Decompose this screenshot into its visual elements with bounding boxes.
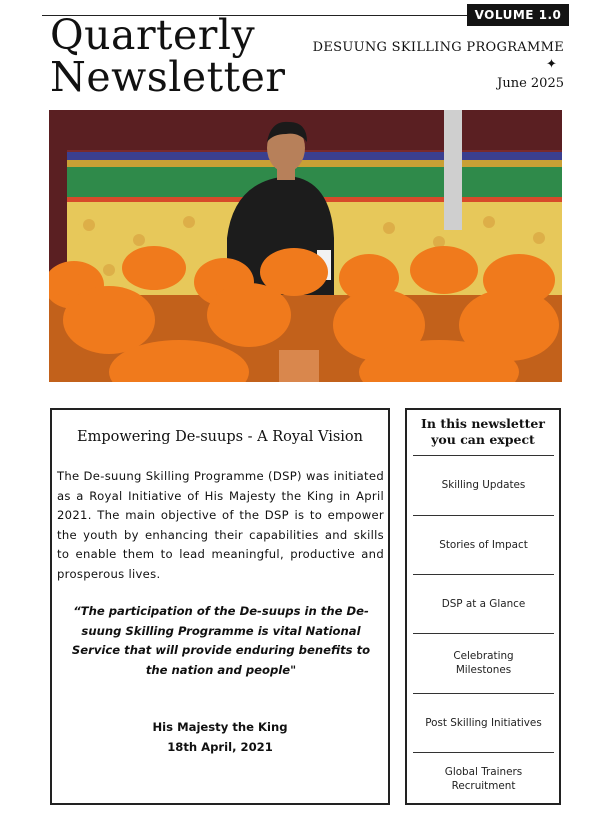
contents-item-stories-of-impact[interactable]: Stories of Impact: [439, 539, 528, 551]
newsletter-contents: [405, 408, 561, 805]
contents-heading-line-2: you can expect: [431, 432, 535, 447]
contents-item-skilling-updates[interactable]: Skilling Updates: [441, 479, 526, 491]
royal-quote: “The participation of the De-suups in the De-suung Skilling Programme is vital National Service that will provide enduring benefits to the nation and people": [71, 604, 371, 677]
newsletter-title: [50, 11, 286, 101]
contents-item-dsp-at-a-glance[interactable]: DSP at a Glance: [441, 598, 526, 610]
contents-item-post-skilling-initiatives[interactable]: Post Skilling Initiatives: [425, 717, 542, 729]
title-line-1: Quarterly: [50, 11, 256, 59]
contents-heading: [407, 416, 559, 448]
attribution-name: His Majesty the King: [152, 720, 288, 734]
sparkle-icon: ✦: [546, 57, 557, 72]
quote-attribution: [52, 718, 388, 757]
contents-item-celebrating-milestones[interactable]: Celebrating Milestones: [453, 650, 514, 676]
programme-name: DESUUNG SKILLING PROGRAMME: [312, 40, 564, 55]
attribution-date: 18th April, 2021: [167, 739, 273, 754]
article-body: The De-suung Skilling Programme (DSP) was initiated as a Royal Initiative of His Majesty the King in April 2021. The main objective of the DSP is to empower the youth by enhancing their capabilities and skills to enable them to lead meaningful, productive and prosperous lives.: [57, 469, 384, 581]
contents-heading-line-1: In this newsletter: [421, 416, 545, 431]
title-line-2: Newsletter: [50, 53, 286, 101]
contents-item-global-trainers-recruitment[interactable]: Global Trainers Recruitment: [444, 766, 523, 792]
hero-photo: [49, 110, 562, 382]
feature-article: [50, 408, 390, 805]
article-heading: Empowering De-suups - A Royal Vision: [76, 429, 363, 445]
issue-date: June 2025: [497, 76, 564, 91]
volume-badge: VOLUME 1.0: [467, 4, 569, 26]
